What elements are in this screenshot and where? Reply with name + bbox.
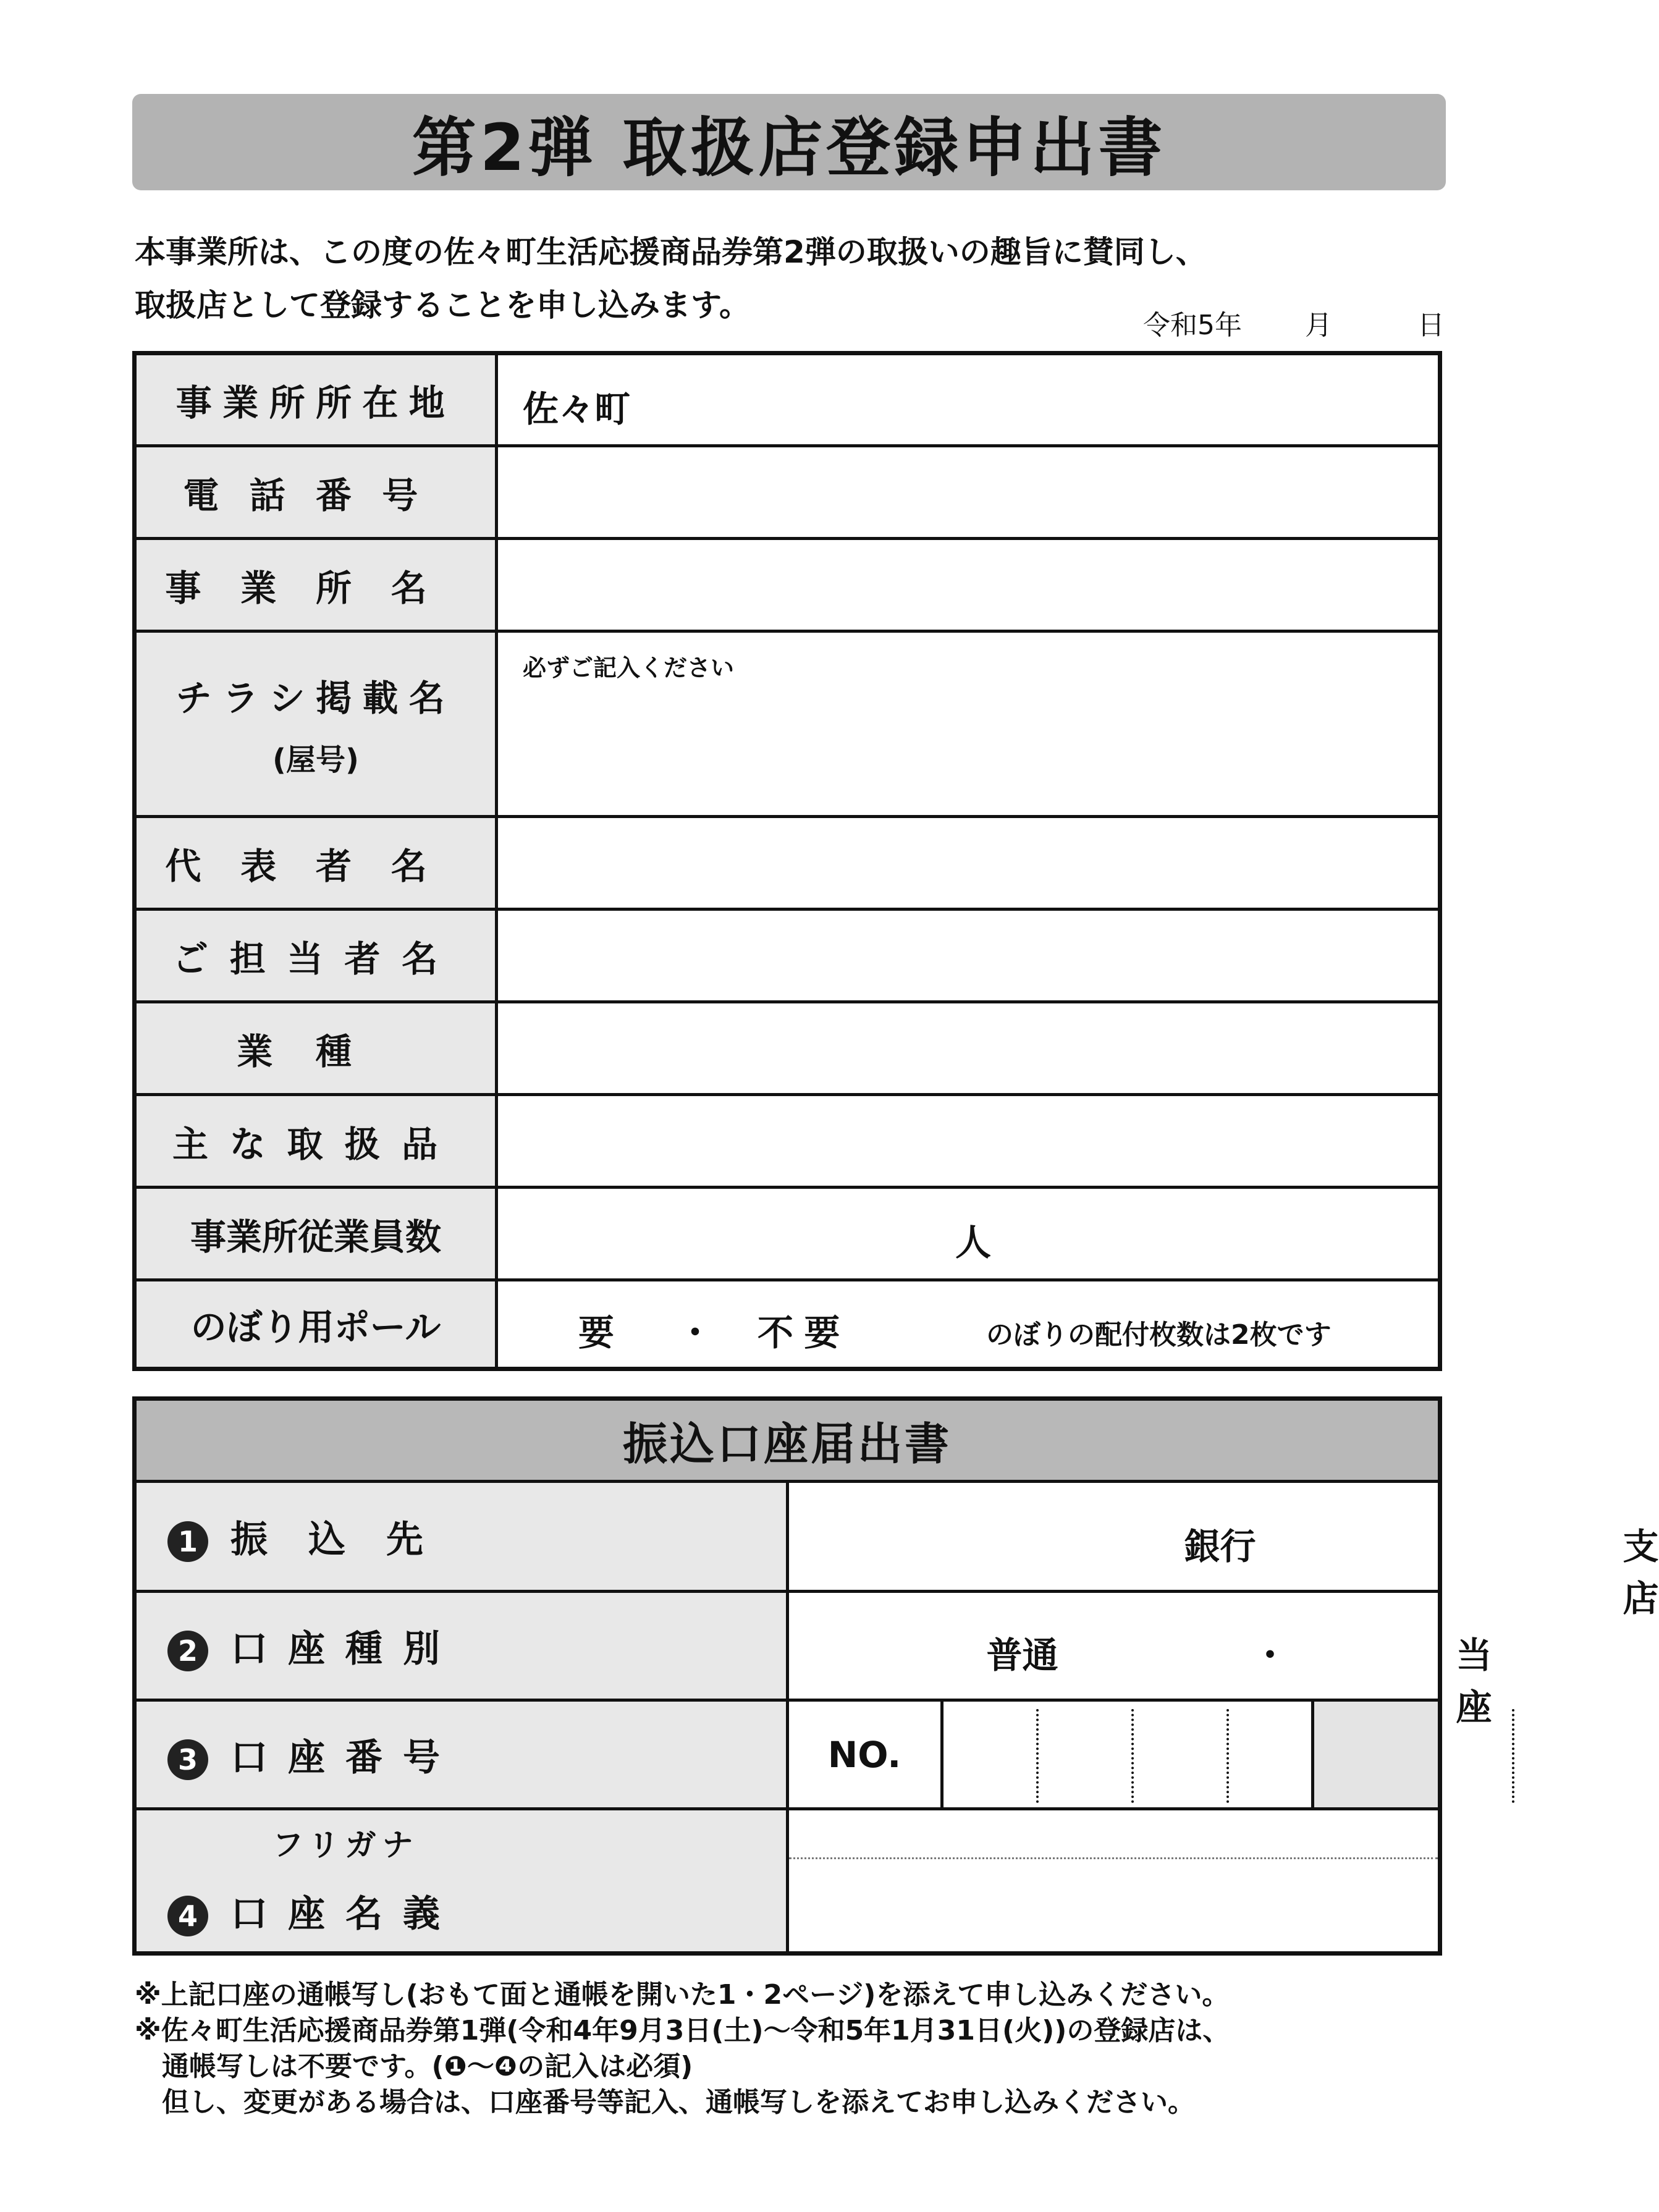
note-line-2: ※佐々町生活応援商品券第1弾(令和4年9月3日(土)～令和5年1月31日(火))の登録店は、 bbox=[135, 2015, 1230, 2046]
flyer-name-sublabel: (屋号) bbox=[272, 743, 359, 777]
row-contact bbox=[135, 910, 1440, 1002]
business-name-label: 事業所名 bbox=[165, 567, 466, 609]
pole-required-option[interactable]: 要 bbox=[578, 1312, 615, 1354]
circled-number-3: 3 bbox=[167, 1739, 208, 1780]
industry-label: 業種 bbox=[237, 1030, 395, 1073]
furigana-label: フリガナ bbox=[272, 1827, 420, 1863]
account-number-label: 口座番号 bbox=[230, 1736, 460, 1779]
address-field[interactable] bbox=[497, 353, 1440, 446]
digit-divider bbox=[1131, 1709, 1134, 1803]
flyer-name-label: チラシ掲載名 bbox=[175, 677, 456, 719]
pole-field bbox=[497, 1280, 1440, 1369]
ordinary-option[interactable]: 普通 bbox=[986, 1634, 1058, 1676]
furigana-divider bbox=[789, 1857, 1438, 1859]
flyer-name-field[interactable] bbox=[497, 631, 1440, 817]
branch-suffix: 支店 bbox=[1623, 1526, 1659, 1619]
main-items-label: 主な取扱品 bbox=[172, 1123, 459, 1165]
pole-not-required-option[interactable]: 不要 bbox=[758, 1312, 851, 1354]
intro-line-1: 本事業所は、この度の佐々町生活応援商品券第2弾の取扱いの趣旨に賛同し、 bbox=[135, 234, 1207, 270]
row-account-type bbox=[135, 1592, 1440, 1700]
note-line-4: 但し、変更がある場合は、口座番号等記入、通帳写しを添えてお申し込みください。 bbox=[162, 2087, 1195, 2118]
contact-label: ご担当者名 bbox=[172, 937, 459, 980]
row-flyer-name bbox=[135, 631, 1440, 817]
note-line-3: 通帳写しは不要です。(❶～❹の記入は必須) bbox=[162, 2051, 693, 2082]
industry-field[interactable] bbox=[497, 1002, 1440, 1095]
account-name-label: 口座名義 bbox=[230, 1893, 460, 1936]
date-day: 日 bbox=[1417, 310, 1445, 341]
address-value: 佐々町 bbox=[523, 388, 631, 430]
account-number-prefix: NO. bbox=[789, 1702, 943, 1807]
row-pole bbox=[135, 1280, 1440, 1369]
row-account-name bbox=[135, 1809, 1440, 1954]
main-items-field[interactable] bbox=[497, 1095, 1440, 1188]
address-label: 事業所所在地 bbox=[175, 382, 456, 424]
bank-account-table bbox=[132, 1396, 1659, 1956]
date-era: 令和5年 bbox=[1143, 310, 1242, 341]
pole-separator: ・ bbox=[677, 1312, 714, 1354]
intro-line-2: 取扱店として登録することを申し込みます。 bbox=[135, 287, 750, 323]
transfer-to-label: 振込先 bbox=[230, 1518, 464, 1561]
digit-divider bbox=[1512, 1709, 1514, 1803]
row-business-name bbox=[135, 539, 1440, 631]
pole-note: のぼりの配付枚数は2枚です bbox=[986, 1319, 1332, 1351]
registration-form-table bbox=[132, 351, 1442, 1371]
row-main-items bbox=[135, 1095, 1440, 1188]
row-representative bbox=[135, 817, 1440, 910]
digit-divider bbox=[1226, 1709, 1229, 1803]
transfer-to-field[interactable] bbox=[787, 1482, 1659, 1619]
bank-header-row bbox=[135, 1399, 1440, 1482]
phone-field[interactable] bbox=[497, 446, 1440, 539]
employees-field[interactable] bbox=[497, 1188, 1440, 1280]
row-industry bbox=[135, 1002, 1440, 1095]
account-name-field[interactable] bbox=[787, 1809, 1440, 1954]
employees-label: 事業所従業員数 bbox=[190, 1215, 441, 1258]
current-option[interactable]: 当座 bbox=[1456, 1634, 1492, 1728]
employees-unit: 人 bbox=[955, 1222, 992, 1264]
flyer-name-note: 必ずご記入ください bbox=[523, 654, 735, 682]
pole-label: のぼり用ポール bbox=[190, 1306, 441, 1348]
representative-label: 代表者名 bbox=[165, 845, 466, 887]
account-type-field bbox=[787, 1592, 1492, 1728]
bank-header: 振込口座届出書 bbox=[135, 1399, 1440, 1482]
bank-suffix: 銀行 bbox=[1184, 1526, 1256, 1568]
account-type-separator: ・ bbox=[1252, 1634, 1288, 1676]
contact-field[interactable] bbox=[497, 910, 1440, 1002]
row-employees bbox=[135, 1188, 1440, 1280]
row-account-number bbox=[135, 1700, 1440, 1809]
phone-label: 電話番号 bbox=[183, 474, 449, 517]
page-title: 第2弾 取扱店登録申出書 bbox=[132, 94, 1446, 190]
row-transfer-to bbox=[135, 1482, 1440, 1592]
circled-number-4: 4 bbox=[167, 1896, 208, 1936]
row-address bbox=[135, 353, 1440, 446]
account-number-shaded-cell bbox=[1311, 1702, 1438, 1807]
circled-number-2: 2 bbox=[167, 1631, 208, 1671]
note-line-1: ※上記口座の通帳写し(おもて面と通帳を開いた1・2ページ)を添えて申し込みください。 bbox=[135, 1979, 1230, 2011]
digit-divider bbox=[1036, 1709, 1039, 1803]
row-phone bbox=[135, 446, 1440, 539]
circled-number-1: 1 bbox=[167, 1521, 208, 1562]
account-type-label: 口座種別 bbox=[230, 1627, 460, 1671]
representative-field[interactable] bbox=[497, 817, 1440, 910]
business-name-field[interactable] bbox=[497, 539, 1440, 631]
account-number-field[interactable] bbox=[787, 1700, 1440, 1809]
date-month: 月 bbox=[1305, 310, 1332, 341]
